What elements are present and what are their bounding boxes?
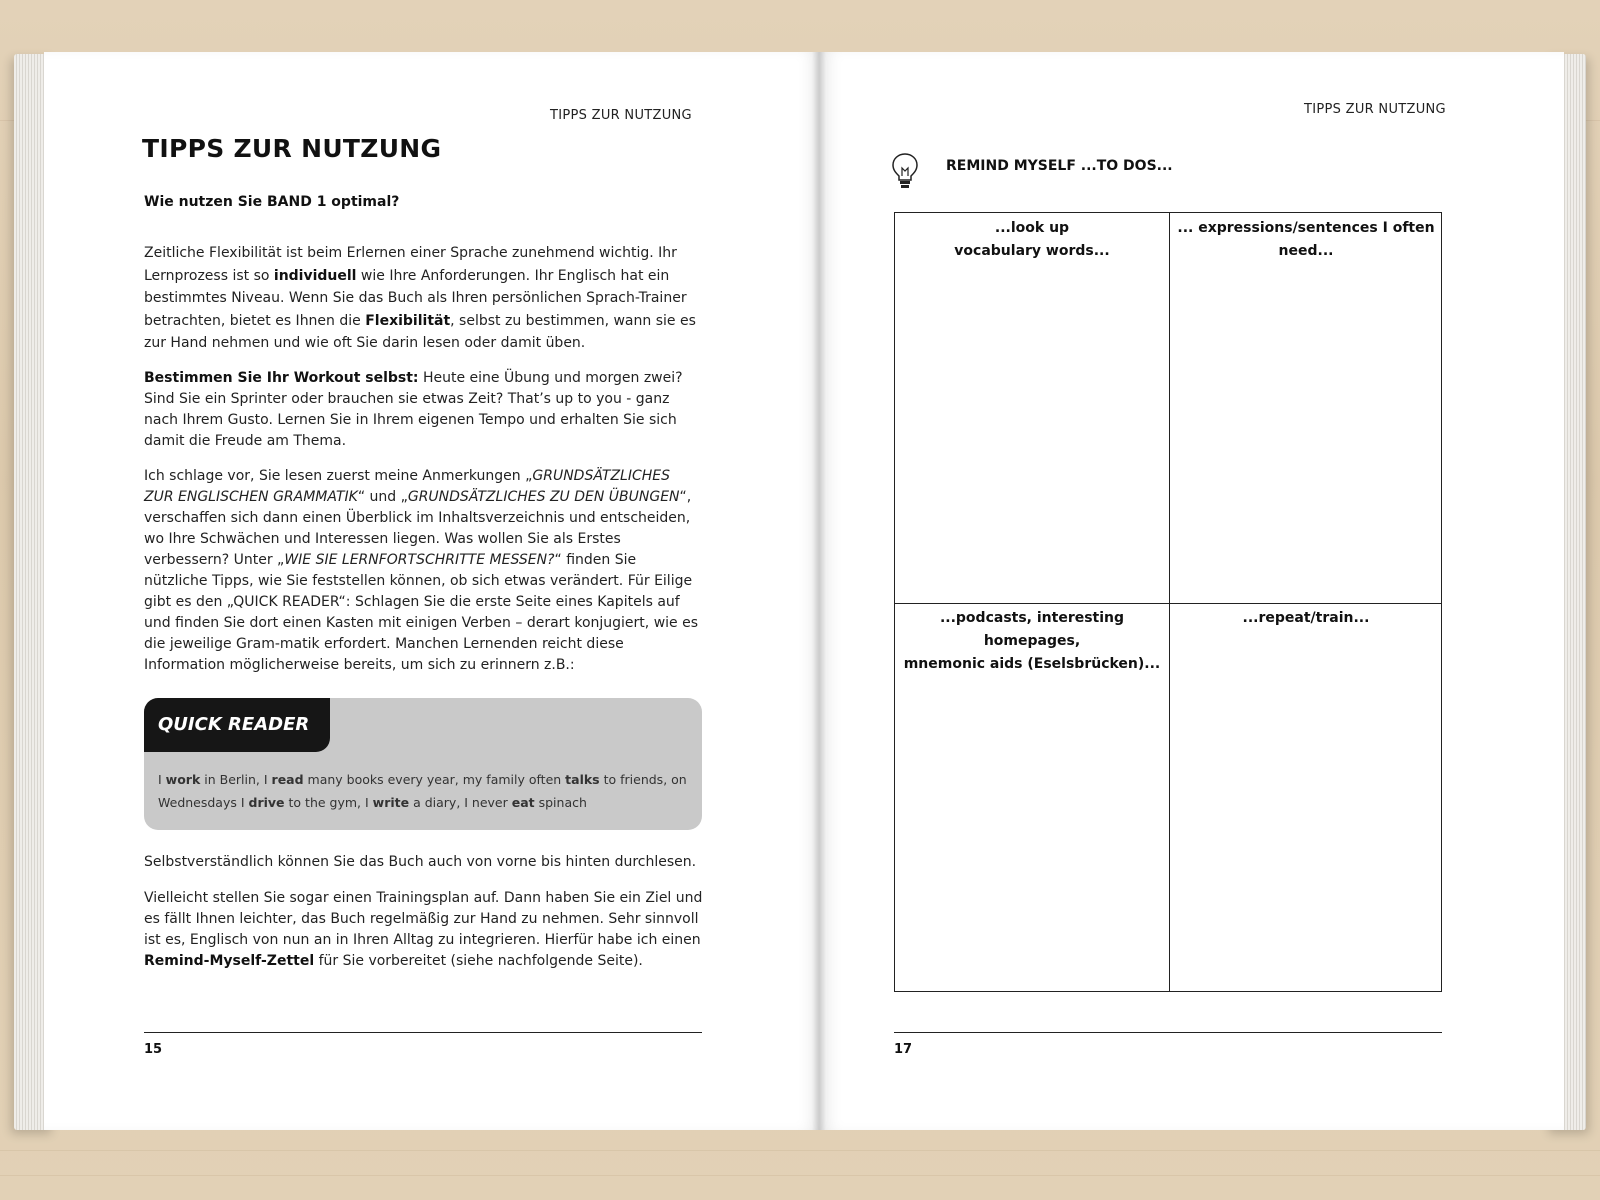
page-number: 17 <box>894 1042 913 1057</box>
book-gutter <box>812 52 826 1130</box>
paragraph-1: Zeitliche Flexibilität ist beim Erlernen einer Sprache zunehmend wichtig. Ihr Lernprozess ist so individuell wie Ihre Anforderungen. Ihr Englisch hat ein bestimmtes Niveau. Wenn Sie das Buch als Ihren persönlichen Sprach-Trainer betrachten, bietet es Ihnen die Flexibilität, selbst zu bestimmen, wann sie es zur Hand nehmen und wie oft Sie darin lesen oder damit üben. <box>144 245 696 351</box>
grid-cell-podcasts[interactable] <box>895 603 1169 993</box>
cell-label-line: ...podcasts, interesting homepages, <box>939 610 1125 649</box>
paragraph-2: Bestimmen Sie Ihr Workout selbst: Heute eine Übung und morgen zwei? Sind Sie ein Sprinter oder brauchen sie etwas Zeit? That’s up to you - ganz nach Ihrem Gusto. Lernen Sie in Ihrem eigenen Tempo und erhalten Sie sich damit die Freude am Thema. <box>144 370 683 449</box>
grid-cell-repeat[interactable] <box>1169 603 1443 993</box>
running-header: TIPPS ZUR NUTZUNG <box>1304 102 1446 117</box>
cell-label-line: ...look up <box>994 220 1070 236</box>
footer-rule <box>894 1032 1442 1033</box>
remind-grid <box>894 212 1442 992</box>
cell-label-line: ... expressions/sentences I often <box>1177 220 1435 236</box>
right-page <box>820 52 1564 1130</box>
quick-reader-text: I work in Berlin, I read many books every year, my family often talks to friends, on Wednesdays I drive to the gym, I write a diary, I never eat spinach <box>158 772 687 810</box>
grid-cell-expressions[interactable] <box>1169 213 1443 603</box>
remind-title: REMIND MYSELF ...TO DOS... <box>946 158 1173 174</box>
cell-label-line: need... <box>1278 243 1334 259</box>
page-number: 15 <box>144 1042 163 1057</box>
left-page <box>44 52 820 1130</box>
lightbulb-icon <box>890 152 920 190</box>
cell-label-line: mnemonic aids (Eselsbrücken)... <box>903 656 1161 672</box>
running-header: TIPPS ZUR NUTZUNG <box>550 108 692 123</box>
cell-label-line: ...repeat/train... <box>1242 610 1370 626</box>
paragraph-3: Ich schlage vor, Sie lesen zuerst meine Anmerkungen „GRUNDSÄTZLICHES ZUR ENGLISCHEN GRAMMATIK“ und „GRUNDSÄTZLICHES ZU DEN ÜBUNGEN“, verschaffen sich dann einen Überblick im Inhaltsverzeichnis und entscheiden, wo Ihre Schwächen und Interessen liegen. Was wollen Sie als Erstes verbessern? Unter „WIE SIE LERNFORTSCHRITTE MESSEN?“ finden Sie nützliche Tipps, wie Sie feststellen können, ob sich etwas verändert. Für Eilige gibt es den „QUICK READER“: Schlagen Sie die erste Seite eines Kapitels auf und finden Sie dort einen Kasten mit einigen Verben – derart konjugiert, wie es die jeweilige Gram-matik erfordert. Manchen Lernenden reicht diese Information möglicherweise bereits, um sich zu erinnern z.B.: <box>144 468 699 673</box>
paragraph-4: Selbstverständlich können Sie das Buch auch von vorne bis hinten durchlesen. <box>144 854 697 870</box>
quick-reader-label: QUICK READER <box>144 698 330 752</box>
open-book <box>14 46 1586 1132</box>
quick-reader-box <box>144 698 702 830</box>
grid-cell-look-up[interactable] <box>895 213 1169 603</box>
section-subtitle: Wie nutzen Sie BAND 1 optimal? <box>144 194 400 210</box>
page-title: TIPPS ZUR NUTZUNG <box>142 134 442 163</box>
paragraph-5: Vielleicht stellen Sie sogar einen Trainingsplan auf. Dann haben Sie ein Ziel und es fällt Ihnen leichter, das Buch regelmäßig zur Hand zu nehmen. Sehr sinnvoll ist es, Englisch von nun an in Ihren Alltag zu integrieren. Hierfür habe ich einen Remind-Myself-Zettel für Sie vorbereitet (siehe nachfolgende Seite). <box>144 890 703 969</box>
cell-label-line: vocabulary words... <box>954 243 1110 259</box>
footer-rule <box>144 1032 702 1033</box>
